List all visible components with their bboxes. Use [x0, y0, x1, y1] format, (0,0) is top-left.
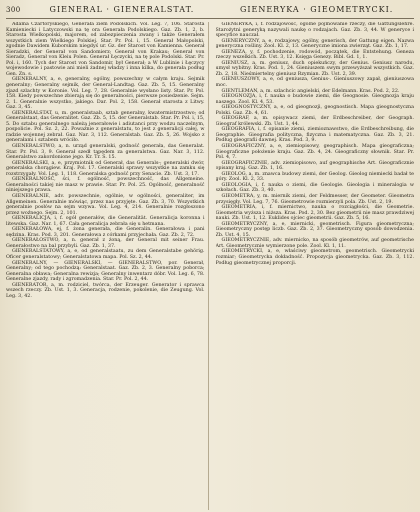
running-title-right: GIENERYKA · GIEOMETRYCKI.: [239, 5, 394, 14]
dictionary-entry: GIEOLOG, a, m. znawca budowy ziemi, der Geolog. Gieolog niemiecki badał te góry. Zool. Kl. 2, 33.: [215, 171, 414, 183]
dictionary-entry: GIEOLOGIA, i, f. nauka o ziemi, die Geologie. Gieologia i mineralogia w szkołach. Gaz. Zb. 3, 40.: [215, 182, 414, 194]
dictionary-entry: GIENERATOR, a, m. rodziciel, twórca, der Erzeuger. Generator i sprawca wszech rzeczy. Zb. Ust. 1, 3. Generacja, rodzenie, pokolenie, die Zeugung. Vol. Leg. 3, 42.: [6, 282, 205, 299]
dictionary-entry: Adama Czartoryskiego, Generała ziem Podolskich. Vol. Leg. 7, 106. Starosta Kamieniecki i Latyczowski na tę ora Generała Podolskiego. Gaz. Zb. 1, 2, b. Starosta Wielkopolski, majorem, od zabezpieczenia zwany i także Generałem wszystkich ziem Wielkiego Polskiej. Star. Pr. Pol. i, 15. Generał Małopolski, zgodnie Dawidem Kuborskim niegdyś ur. Gz. der Starost von Kamienna. Generał Sieradzki, der Generał von Sandomierz; Generał von Krakau; Generał von Sieradz, Generał von Kleiu Polen. Generał Łęczycki, na tę pole Podolski. Star. Pr. Pol. i, 160. Tych der Starost von Sandomir, był Generał; a W Lublinie i Łęczycy wojewodowie i pastowie ani mieli żadnej władzy i inna kilka, do generała podług Gen. Zn. s.: [6, 22, 205, 77]
dictionary-entry: GIENERALSTWO, a, n. urząd generalski, godność generała, das Generalat. Star. Pr. Pol. 3, 9. Generał szedł tąpędem za generalstwa. Gaz. Nar. 3, 112. Generalstwo zakordonione jego. Kr. Tr. S. 15.: [6, 144, 205, 161]
dictionary-entry: GIENIUSZ, a, m. geniusz, duch opiekuńczy, der Genius. Geniusz narodu, umysł wybitny. Kras. Pod. 1, 24. Gieniuszem swym przewyższał wszystkich. Gaz. Zb. 2, 18. Nieśmiertelny gieniusz Rzymian. Zb. Ust. 2, 39.: [215, 60, 414, 77]
dictionary-entry: GIEOMETRYCKI, a, e, właściwy gieometrom, geometrisch. Gieometrycki rozmiar; Gieometrycka dokładność. Propozycja gieometrycka. Gaz. Zb. 3, 112. Podług gieometrycznej proporcji.: [215, 249, 414, 266]
dictionary-entry: GIENEZA, y, f. pochodzenie, rodowód, początek, die Entstehung. Geneza rzeczy wszelkich. Zb. Ust. 3, 12. Księga Genezy. Bibl. Gd. 1, 1.: [215, 49, 414, 61]
dictionary-entry: GIENERALSTAT, u, m. generalstaab, sztab generalny, kwatermistrzostwo; od Generalstaat, das Generalitet. Gaz. Zb. 5, 15. der Generalstab. Star. Pr. Pol. i, 15, 5. Do sztabu generalnego należą jenerałowie i adiutanci przy wodzu naczelnym, pospolicie. Pol. Sz. 2, 22. Poważnie z generalstatu, to jest z generalicji całej, w radzie wojennej zebrał. Gaz. Nar. 3, 112. Generalstab. Gaz. Zb. 5, 26. Wojsko z generałami i sztabem wróciło.: [6, 110, 205, 144]
dictionary-entry: GIEOMETRA, y, m. miernik ziemi, der Feldmesser, der Geometer. Gieometra przysięgły. Vol. Leg. 7, 76. Gieometrowie rozmierzyli pola. Zb. Ust. 2, 19.: [215, 193, 414, 205]
dictionary-entry: GIEOGRAFIA, i, f. opisanie ziemi, ziemioznawstwo, die Erdbeschreibung, die Geographie. Gieografia polityczna, fizyczna i matematyczna. Gaz. Zb. 3, 21. Podług gieografii dawnej. Kras. Pod. 3, 9.: [215, 127, 414, 144]
dictionary-entry: GIENERAŁOSTWO, a, n. generał z żoną, der General mit seiner Frau. Generałostwo na bal przybyli. Gaz. Zb. 1, 37.: [6, 238, 205, 249]
two-column-body: [6, 22, 414, 510]
dictionary-entry: GIENTLEMAN, a, m. szlachcic angielski, der Edelmann. Kras. Pod. 2, 22.: [221, 88, 400, 94]
dictionary-entry: GIEOMETRYCZNY, a, e, miernicki, geometrisch. Figura gieometryczna; Gieometryczny postęp liczb. Gaz. Zb. 2, 37. Gieometryczny sposób dowodzenia. Zb. Ust. 4, 15.: [215, 221, 414, 238]
dictionary-entry: GIEOGRAF, a, m. opisywacz ziemi, der Erdbeschreiber, der Geograph. Gieograf królewski. Zb. Ust. 1, 44.: [215, 116, 414, 127]
dictionary-entry: GIENERALNY, — GIENERALSKI, — GIENERALSTWO, por. Generał, Generalny; od tego pochodzą: Generalstaat. Gaz. Zb. 2, 3. Generalny poborca; Generalna obława; Generalna rewizja; Generalny inwentarz dóbr. Vol. Leg. 6, 78. Generalne zjazdy, rady i zgromadzenia. Star. Pr. Pol. 2, 44.: [6, 260, 205, 283]
dictionary-entry: GIENIUSZOWY, a, e, od geniusza, Genius-. Gieniuszowy zapał, gieniuszowa moc.: [215, 77, 414, 89]
dictionary-entry: GIENERALSTATOWY, a, e, od generalstaatu, zu dem Generalstabe gehörig. Oficer generalstatowy; Generalstatowa mapa. Pol. Sz. 2, 44.: [6, 249, 205, 260]
dictionary-entry: GIENERALNOŚĆ, ści, f. ogólność, powszechność, das Allgemeine. Generalności takiej nie masz w prawie. Star. Pr. Pol. 25. Ogólność, generalność niniejszego prawa.: [6, 177, 205, 194]
dictionary-entry: GIEOMETRIA, i, f. miernictwo, nauka o rozciągłości, die Geometrie. Gieometria wyższa i niższa. Kras. Pod. 2, 30. Bez gieometrii nie masz prawdziwej nauki. Zb. Ust. 1, 12. Euklides ojciec gieometrii. Gaz. Zb. 5, 16.: [215, 205, 414, 222]
running-header: [6, 5, 414, 19]
dictionary-entry: GIEOGRAFICZNY, a, e, ziemiopisowy, geographisch. Mapa gieograficzna; Gieograficzne położenie kraju. Gaz. Zb. 4, 24. Gieograficzny słownik. Star. Pr. Pol. 4, 7.: [215, 144, 414, 161]
dictionary-entry: GIENERALNY, a, e, generalny, ogólny, powszechny w całym kraju. Sejmik generalny; Generalny sejmik, der General-Landtag. Gaz. Zb. 5, 15. Generalny zjazd szlachty w Koronie. Vol. Leg. 7, 28. Generalnie wysłano listy. Star. Pr. Pol. 158. Kiedy powszechne zbierają się do generalności, pierwsze posiedzenie. Sejm. 2. 1. Generalnie wszystko, jakiego. Dar. Pol. 2, 158. Generał starosta z Litwy. Gaz. 3, 45.: [6, 77, 205, 111]
dictionary-entry: GIENERALICJA, i, f. ogół generałów, die Generalität. Generalicja koronna i litewska. Gaz. Nar. 1, 67. Cała generalicja zebrała się u hetmana.: [6, 216, 205, 227]
dictionary-entry: GIENERALSKI, a, e, przymiotnik od Generał, das Generals-; generalski dwór, generalska chorągiew. Kraj. Pol. 17. Generalski sprawy wszystkie na zamku się rozstrzygały. Vol. Leg. 1, 118. Generalska godność przy Senacie. Zb. Ust. 3, 17.: [6, 160, 205, 177]
right-column: [216, 22, 415, 510]
running-title-left: GIENERAL · GIENERALSTAT.: [49, 5, 195, 14]
dictionary-entry: GIEOGNOZJA, i, f. nauka o budowie ziemi, die Geognosie. Gieognozja kraju naszego. Zool. Kl. 4, 53.: [215, 94, 414, 105]
dictionary-entry: GIENERYCZNY, a, e, rodzajowy, ogólny, generisch, der Gattung eigen. Nazwa generyczna rośliny. Zool. Kl. 2, 13. Generyczne imiona zwierząt. Gaz. Zb. 1, 17.: [215, 38, 414, 50]
page-number: 300: [6, 6, 21, 14]
left-column: [6, 22, 209, 510]
dictionary-entry: GIEOMETRYCZNIE, adv. miernicko, na sposób gieometrów, auf geometrische Art. Gieometrycznie wymierzone pole. Zool. Kl. 1, 11.: [215, 238, 414, 249]
dictionary-entry: GIENERALNIE, adv. powszechnie, ogólnie, w ogólności, generaliter, im Allgemeinen. Generalnie mówiąc, przez nas przyjęte. Gaz. Zb. 3, 70. Wszystkich generalnie posłów na sejm wzywa. Vol. Leg. 4, 214. Generalnie rozgłoszono przez woźnego. Sejm. 2, 101.: [6, 193, 205, 216]
dictionary-entry: GIEOGNOSTYCZNY, a, e, od gieognozji, geognostisch. Mapa gieognostyczna Polski. Gaz. Zb. 4, 61.: [215, 105, 414, 116]
dictionary-entry: GIENERAŁOWA, ej, f. żona generała, die Generalin. Generałowa i pani sędzina. Kras. Pod. 3, 201. Generałowa z córkami przyjechała. Gaz. Zb. 2, 72.: [6, 227, 205, 238]
dictionary-entry: GIENERYKA, i, f. rodzajowość, ogólne pojmowanie rzeczy, die Gattungslehre. Starożytni generyką nazywali naukę o rodzajach. Gaz. Zb. 3, 44. W generyce i specyfice nauczał.: [215, 22, 414, 39]
dictionary-entry: GIEOGRAFICZNIE, adv. ziemiopisowo, auf geographische Art. Gieograficznie opisany kraj. Gaz. Zb. 1, 16.: [215, 160, 414, 172]
